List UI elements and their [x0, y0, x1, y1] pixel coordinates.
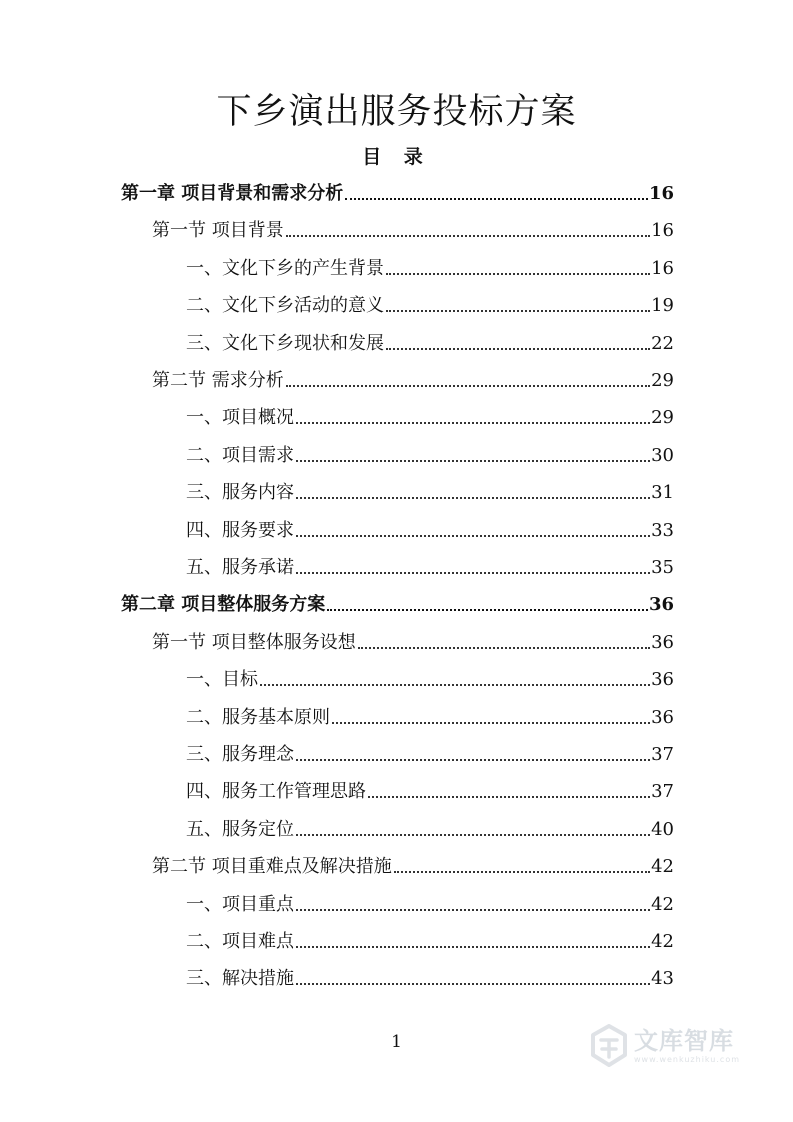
toc-page-number: 30 — [651, 444, 674, 466]
toc-entry-title: 三、文化下乡现状和发展 — [186, 332, 384, 354]
toc-entry-title: 五、服务定位 — [186, 818, 294, 840]
toc-dot-leader — [286, 235, 650, 237]
page-number: 1 — [391, 1032, 402, 1052]
toc-dot-leader — [368, 796, 650, 798]
toc-dot-leader — [394, 871, 650, 873]
toc-item-row[interactable] — [186, 256, 674, 282]
toc-entry-title: 二、服务基本原则 — [186, 706, 330, 728]
toc-dot-leader — [296, 422, 650, 424]
toc-entry-title: 三、解决措施 — [186, 968, 294, 990]
toc-page-number: 36 — [651, 706, 674, 728]
toc-chapter-row[interactable] — [121, 592, 674, 618]
toc-dot-leader — [386, 273, 650, 275]
toc-dot-leader — [296, 983, 650, 985]
toc-dot-leader — [260, 684, 650, 686]
toc-item-row[interactable] — [186, 480, 674, 506]
toc-dot-leader — [296, 909, 650, 911]
toc-entry-title: 一、文化下乡的产生背景 — [186, 257, 384, 279]
toc-page-number: 19 — [651, 295, 674, 317]
toc-dot-leader — [358, 647, 650, 649]
toc-item-row[interactable] — [186, 742, 674, 768]
toc-page-number: 42 — [651, 931, 674, 952]
toc-dot-leader — [296, 535, 650, 537]
toc-dot-leader — [296, 834, 650, 836]
watermark-url: www.wenkuzhiku.com — [634, 1055, 741, 1064]
watermark-name: 文库智库 — [634, 1027, 734, 1055]
toc-page-number: 36 — [648, 594, 674, 616]
toc-dot-leader — [286, 385, 650, 387]
toc-entry-title: 一、目标 — [186, 669, 258, 691]
watermark-logo-icon — [588, 1023, 630, 1069]
toc-page-number: 31 — [651, 482, 674, 504]
toc-dot-leader — [296, 460, 650, 462]
toc-page-number: 33 — [651, 519, 674, 541]
toc-entry-title: 一、项目重点 — [186, 893, 294, 915]
toc-page-number: 43 — [651, 968, 674, 990]
toc-item-row[interactable] — [186, 331, 674, 357]
toc-dot-leader — [345, 198, 648, 200]
toc-entry-title: 四、服务要求 — [186, 519, 294, 541]
toc-item-row[interactable] — [186, 929, 674, 955]
toc-section-row[interactable] — [152, 218, 674, 244]
toc-page-number: 36 — [651, 669, 674, 691]
toc-item-row[interactable] — [186, 667, 674, 693]
toc-entry-title: 第二章 项目整体服务方案 — [121, 594, 326, 616]
toc-item-row[interactable] — [186, 518, 674, 544]
toc-dot-leader — [332, 722, 650, 724]
toc-item-row[interactable] — [186, 817, 674, 843]
toc-item-row[interactable] — [186, 892, 674, 918]
toc-page-number: 37 — [651, 744, 674, 765]
toc-entry-title: 二、项目难点 — [186, 931, 294, 952]
toc-entry-title: 三、服务理念 — [186, 744, 294, 765]
toc-item-row[interactable] — [186, 705, 674, 731]
toc-entry-title: 四、服务工作管理思路 — [186, 781, 366, 803]
toc-entry-title: 第二节 项目重难点及解决措施 — [152, 856, 392, 878]
toc-section-row[interactable] — [152, 630, 674, 656]
document-title: 下乡演出服务投标方案 — [216, 92, 577, 132]
toc-page-number: 16 — [651, 220, 674, 242]
toc-dot-leader — [296, 497, 650, 499]
toc-page-number: 29 — [651, 407, 674, 429]
toc-chapter-row[interactable] — [121, 181, 674, 207]
toc-page-number: 42 — [651, 856, 674, 878]
watermark — [588, 1020, 778, 1072]
toc-item-row[interactable] — [186, 443, 674, 469]
toc-entry-title: 第二节 需求分析 — [152, 370, 284, 391]
toc-page-number: 36 — [651, 631, 674, 653]
toc-entry-title: 二、项目需求 — [186, 444, 294, 466]
toc-page-number: 29 — [651, 370, 674, 391]
toc-entry-title: 第一节 项目背景 — [152, 220, 284, 242]
toc-dot-leader — [296, 572, 650, 574]
toc-entry-title: 五、服务承诺 — [186, 557, 294, 578]
toc-entry-title: 第一节 项目整体服务设想 — [152, 631, 356, 653]
toc-item-row[interactable] — [186, 405, 674, 431]
toc-page-number: 42 — [651, 893, 674, 915]
toc-dot-leader — [386, 348, 650, 350]
toc-heading: 目 录 — [362, 146, 431, 168]
toc-dot-leader — [296, 946, 650, 948]
toc-dot-leader — [386, 310, 650, 312]
toc-entry-title: 一、项目概况 — [186, 407, 294, 429]
toc-dot-leader — [327, 609, 648, 611]
toc-item-row[interactable] — [186, 555, 674, 581]
toc-page-number: 22 — [651, 332, 674, 354]
toc-dot-leader — [296, 759, 650, 761]
toc-entry-title: 第一章 项目背景和需求分析 — [121, 183, 344, 204]
toc-section-row[interactable] — [152, 854, 674, 880]
toc-entry-title: 三、服务内容 — [186, 482, 294, 504]
toc-page-number: 40 — [651, 818, 674, 840]
toc-entry-title: 二、文化下乡活动的意义 — [186, 295, 384, 317]
toc-page-number: 16 — [648, 183, 674, 204]
toc-page-number: 35 — [651, 557, 674, 578]
toc-section-row[interactable] — [152, 368, 674, 394]
toc-item-row[interactable] — [186, 293, 674, 319]
toc-item-row[interactable] — [186, 779, 674, 805]
toc-item-row[interactable] — [186, 966, 674, 992]
toc-page-number: 37 — [651, 781, 674, 803]
toc-page-number: 16 — [651, 257, 674, 279]
